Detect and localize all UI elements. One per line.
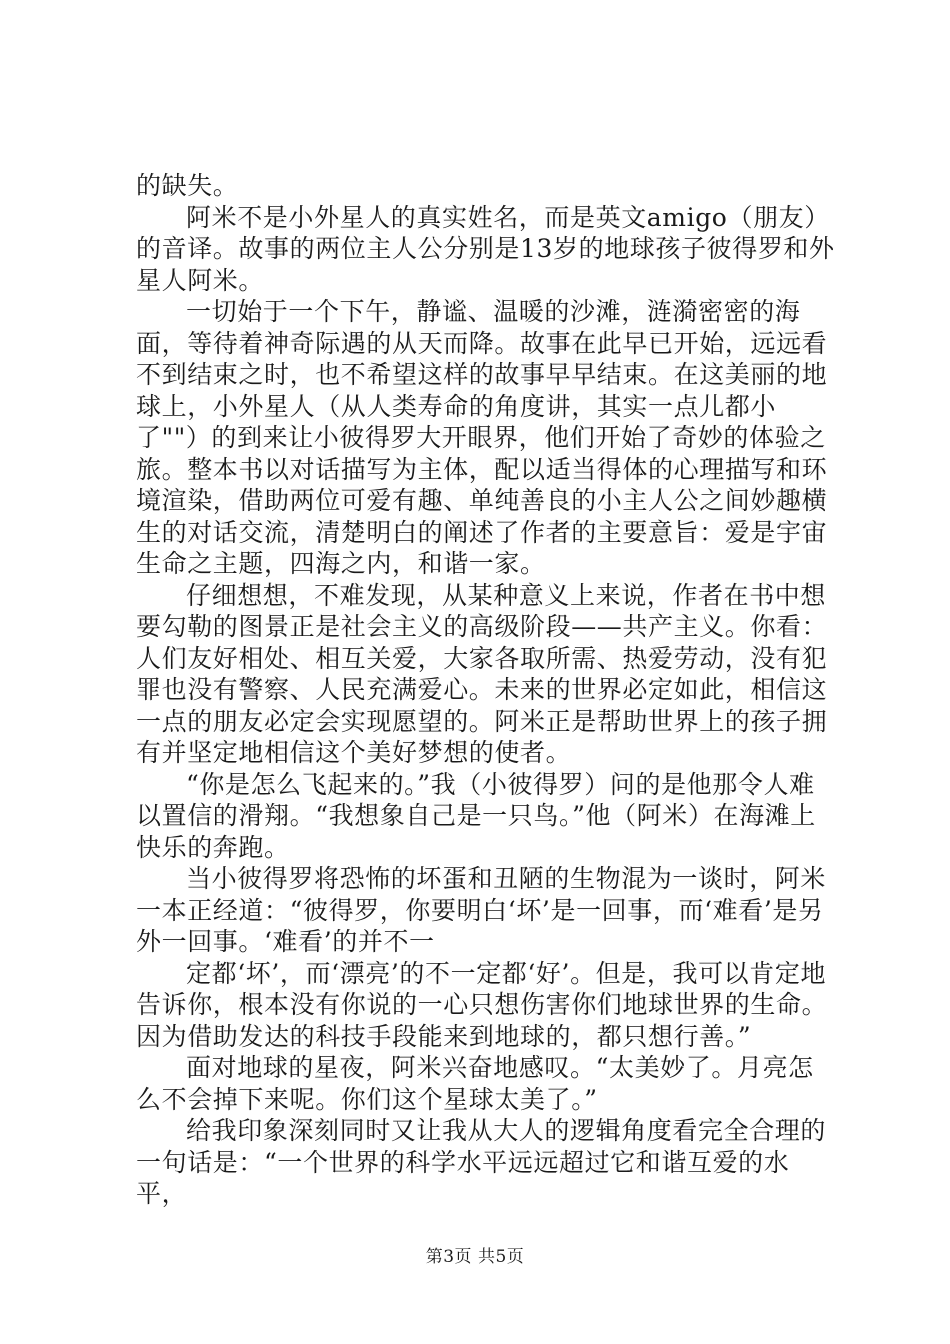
paragraph: 给我印象深刻同时又让我从大人的逻辑角度看完全合理的一句话是：“一个世界的科学水平远远超过它和谐互爱的水平， bbox=[136, 1116, 827, 1208]
paragraph: 仔细想想，不难发现，从某种意义上来说，作者在书中想要勾勒的图景正是社会主义的高级阶段——共产主义。你看：人们友好相处、相互关爱，大家各取所需、热爱劳动，没有犯罪也没有警察、人民充满爱心。未来的世界必定如此，相信这一点的朋友必定会实现愿望的。阿米正是帮助世界上的孩子拥有并坚定地相信这个美好梦想的使者。 bbox=[136, 580, 828, 767]
paragraph: 的缺失。 bbox=[136, 171, 239, 200]
paragraph: 当小彼得罗将恐怖的坏蛋和丑陋的生物混为一谈时，阿米一本正经道：“彼得罗，你要明白‘坏’是一回事，而‘难看’是另外一回事。‘难看’的并不一 bbox=[136, 864, 827, 956]
paragraph: 面对地球的星夜，阿米兴奋地感叹。“太美妙了。月亮怎么不会掉下来呢。你们这个星球太美了。” bbox=[136, 1053, 814, 1114]
paragraph: 阿米不是小外星人的真实姓名，而是英文amigo（朋友）的音译。故事的两位主人公分别是13岁的地球孩子彼得罗和外星人阿米。 bbox=[136, 202, 835, 295]
page-number-footer: 第3页 共5页 bbox=[425, 1247, 525, 1267]
paragraph: 定都‘坏’，而‘漂亮’的不一定都‘好’。但是，我可以肯定地告诉你，根本没有你说的一心只想伤害你们地球世界的生命。因为借助发达的科技手段能来到地球的，都只想行善。” bbox=[136, 958, 828, 1051]
paragraph: 一切始于一个下午，静谧、温暖的沙滩，涟漪密密的海面，等待着神奇际遇的从天而降。故事在此早已开始，远远看不到结束之时，也不希望这样的故事早早结束。在这美丽的地球上，小外星人（从人类寿命的角度讲，其实一点儿都小了""）的到来让小彼得罗大开眼界，他们开始了奇妙的体验之旅。整本书以对话描写为主体，配以适当得体的心理描写和环境渲染，借助两位可爱有趣、单纯善良的小主人公之间妙趣横生的对话交流，清楚明白的阐述了作者的主要意旨：爱是宇宙生命之主题，四海之内，和谐一家。 bbox=[136, 297, 828, 578]
document-body bbox=[136, 170, 836, 1210]
paragraph: “你是怎么飞起来的。”我（小彼得罗）问的是他那令人难以置信的滑翔。“我想象自己是一只鸟。”他（阿米）在海滩上快乐的奔跑。 bbox=[136, 769, 816, 862]
